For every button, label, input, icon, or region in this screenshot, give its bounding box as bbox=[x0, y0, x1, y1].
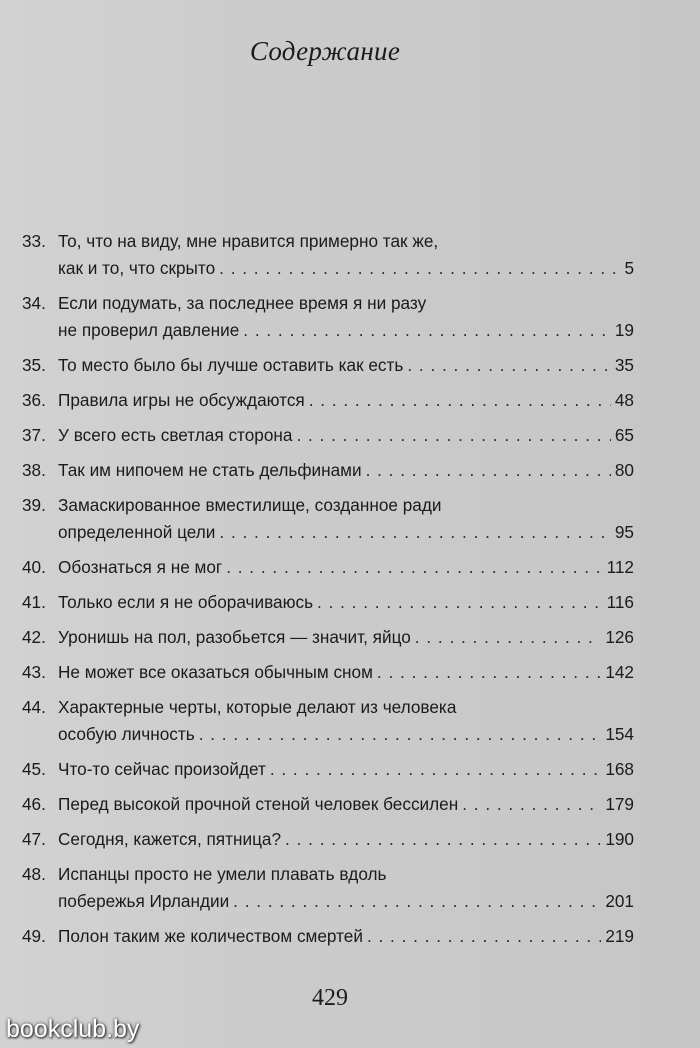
toc-entry-title: Уронишь на пол, разобьется — значит, яйцо bbox=[58, 627, 411, 647]
dot-leader bbox=[415, 624, 602, 651]
toc-entry-number: 38. bbox=[22, 460, 46, 480]
toc-entry-line bbox=[22, 791, 634, 818]
dot-leader bbox=[407, 352, 611, 379]
toc-entry-title: Не может все оказаться обычным сном bbox=[58, 662, 373, 682]
toc-entry-line bbox=[22, 457, 634, 484]
toc-entry-title: не проверил давление bbox=[58, 320, 240, 340]
toc-entry-number: 45. bbox=[22, 759, 46, 779]
table-of-contents bbox=[22, 228, 634, 958]
toc-entry-title: Только если я не оборачиваюсь bbox=[58, 592, 314, 612]
watermark-logo: bookclub.by bbox=[6, 1015, 140, 1043]
dot-leader bbox=[226, 554, 602, 581]
toc-entry-title: Так им нипочем не стать дельфинами bbox=[58, 460, 362, 480]
toc-entry-line bbox=[22, 317, 634, 344]
toc-entry-line bbox=[22, 624, 634, 651]
toc-entry-number: 46. bbox=[22, 794, 46, 814]
toc-entry-title: Правила игры не обсуждаются bbox=[58, 390, 305, 410]
dot-leader bbox=[285, 826, 601, 853]
toc-entry-number: 49. bbox=[22, 926, 46, 946]
toc-entry bbox=[22, 352, 634, 379]
toc-entry-title: Испанцы просто не умели плавать вдоль bbox=[58, 864, 387, 884]
toc-entry-line bbox=[22, 923, 634, 950]
toc-entry bbox=[22, 290, 634, 344]
toc-entry-title: Если подумать, за последнее время я ни разу bbox=[58, 293, 427, 313]
toc-entry-page: 168 bbox=[605, 759, 634, 779]
dot-leader bbox=[309, 387, 611, 414]
toc-entry-page: 19 bbox=[614, 320, 634, 340]
toc-entry-page: 219 bbox=[605, 926, 634, 946]
toc-entry-title: Полон таким же количеством смертей bbox=[58, 926, 363, 946]
toc-entry-line bbox=[22, 255, 634, 282]
toc-entry-title: Замаскированное вместилище, созданное ради bbox=[58, 495, 442, 515]
toc-entry-number: 43. bbox=[22, 662, 46, 682]
toc-entry-title: То, что на виду, мне нравится примерно так же, bbox=[58, 231, 439, 251]
toc-entry bbox=[22, 624, 634, 651]
dot-leader bbox=[233, 888, 601, 915]
toc-entry bbox=[22, 228, 634, 282]
toc-entry-line bbox=[22, 721, 634, 748]
toc-entry-number: 41. bbox=[22, 592, 46, 612]
dot-leader bbox=[317, 589, 603, 616]
toc-entry-page: 126 bbox=[605, 627, 634, 647]
toc-entry-page: 65 bbox=[614, 425, 634, 445]
toc-entry-number: 44. bbox=[22, 697, 46, 717]
toc-entry bbox=[22, 923, 634, 950]
toc-entry bbox=[22, 387, 634, 414]
toc-entry bbox=[22, 861, 634, 915]
toc-entry-title: определенной цели bbox=[58, 522, 216, 542]
toc-entry bbox=[22, 756, 634, 783]
page-number: 429 bbox=[312, 985, 348, 1011]
toc-entry-title: Перед высокой прочной стеной человек бессилен bbox=[58, 794, 459, 814]
toc-entry-page: 154 bbox=[605, 724, 634, 744]
toc-entry-title: побережья Ирландии bbox=[58, 891, 230, 911]
toc-entry bbox=[22, 694, 634, 748]
toc-entry bbox=[22, 826, 634, 853]
toc-entry-title: Что-то сейчас произойдет bbox=[58, 759, 266, 779]
toc-entry-title: как и то, что скрыто bbox=[58, 258, 216, 278]
toc-entry-number: 37. bbox=[22, 425, 46, 445]
toc-entry-page: 35 bbox=[614, 355, 634, 375]
dot-leader bbox=[462, 791, 601, 818]
toc-entry-line bbox=[22, 861, 634, 888]
dot-leader bbox=[219, 519, 610, 546]
toc-entry-page: 201 bbox=[605, 891, 634, 911]
toc-entry-page: 95 bbox=[614, 522, 634, 542]
toc-entry-line bbox=[22, 826, 634, 853]
toc-entry-number: 34. bbox=[22, 293, 46, 313]
toc-entry-number: 42. bbox=[22, 627, 46, 647]
toc-entry-line bbox=[22, 422, 634, 449]
toc-entry-line bbox=[22, 589, 634, 616]
dot-leader bbox=[243, 317, 611, 344]
toc-entry-page: 5 bbox=[624, 258, 634, 278]
dot-leader bbox=[366, 457, 611, 484]
toc-entry bbox=[22, 492, 634, 546]
dot-leader bbox=[296, 422, 610, 449]
toc-entry-page: 142 bbox=[605, 662, 634, 682]
toc-entry-line bbox=[22, 888, 634, 915]
dot-leader bbox=[367, 923, 601, 950]
toc-entry-page: 112 bbox=[606, 557, 634, 577]
toc-entry bbox=[22, 791, 634, 818]
toc-entry-number: 40. bbox=[22, 557, 46, 577]
toc-entry-line bbox=[22, 387, 634, 414]
toc-entry-title: особую личность bbox=[58, 724, 195, 744]
toc-entry bbox=[22, 457, 634, 484]
toc-entry-title: Характерные черты, которые делают из человека bbox=[58, 697, 457, 717]
toc-entry bbox=[22, 554, 634, 581]
toc-entry-line bbox=[22, 290, 634, 317]
toc-entry-line bbox=[22, 352, 634, 379]
toc-entry-line bbox=[22, 694, 634, 721]
toc-entry-page: 116 bbox=[606, 592, 634, 612]
toc-entry-line bbox=[22, 228, 634, 255]
toc-entry-number: 47. bbox=[22, 829, 46, 849]
page-title: Содержание bbox=[249, 36, 401, 66]
toc-entry-line bbox=[22, 659, 634, 686]
toc-entry-number: 36. bbox=[22, 390, 46, 410]
toc-entry-page: 48 bbox=[614, 390, 634, 410]
toc-entry-number: 33. bbox=[22, 231, 46, 251]
toc-entry-page: 190 bbox=[605, 829, 634, 849]
toc-entry-title: Сегодня, кажется, пятница? bbox=[58, 829, 282, 849]
toc-entry-number: 35. bbox=[22, 355, 46, 375]
toc-entry-line bbox=[22, 492, 634, 519]
dot-leader bbox=[199, 721, 602, 748]
toc-entry-title: То место было бы лучше оставить как есть bbox=[58, 355, 404, 375]
toc-entry-page: 80 bbox=[614, 460, 634, 480]
toc-entry-line bbox=[22, 554, 634, 581]
toc-entry bbox=[22, 422, 634, 449]
toc-entry-line bbox=[22, 756, 634, 783]
toc-entry-page: 179 bbox=[605, 794, 634, 814]
dot-leader bbox=[377, 659, 601, 686]
dot-leader bbox=[219, 255, 620, 282]
toc-entry-title: У всего есть светлая сторона bbox=[58, 425, 293, 445]
toc-entry-title: Обознаться я не мог bbox=[58, 557, 223, 577]
toc-entry-number: 48. bbox=[22, 864, 46, 884]
toc-entry bbox=[22, 589, 634, 616]
toc-entry-number: 39. bbox=[22, 495, 46, 515]
dot-leader bbox=[270, 756, 601, 783]
toc-entry bbox=[22, 659, 634, 686]
toc-entry-line bbox=[22, 519, 634, 546]
